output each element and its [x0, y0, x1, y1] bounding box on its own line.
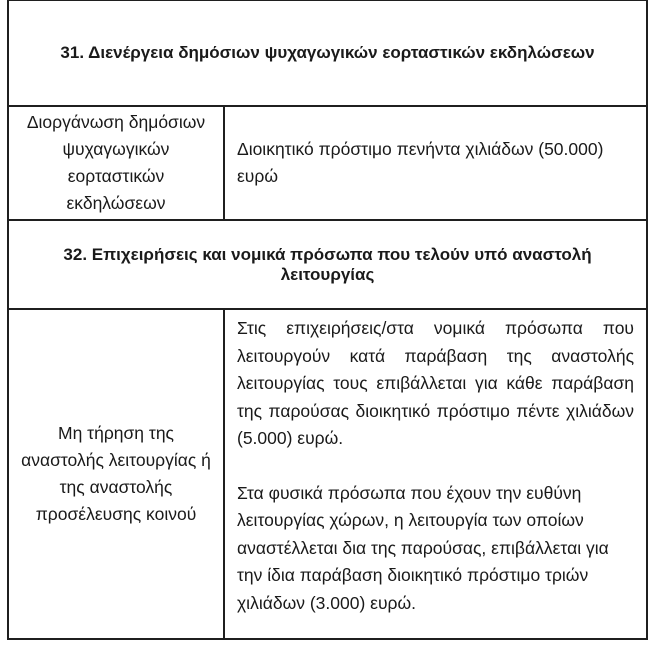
- penalty-text-line: λειτουργούν κατά παράβαση της αναστολής: [237, 345, 635, 366]
- penalty-text-line: ευρώ: [237, 166, 278, 186]
- penalty-text-line: αναστέλλεται δια της παρούσας, επιβάλλεται για: [237, 537, 609, 558]
- fines-table: [7, 0, 648, 640]
- penalty-text-line: λειτουργίας τους επιβάλλεται για κάθε παράβαση: [237, 373, 635, 393]
- section-31-header-text: 31. Διενέργεια δημόσιων ψυχαγωγικών εορταστικών εκδηλώσεων: [60, 43, 595, 62]
- section-32-header-cell: [8, 220, 647, 309]
- penalty-text-line: (5.000) ευρώ.: [237, 428, 344, 448]
- section-32-violation-cell: [8, 309, 224, 639]
- penalty-text-line: Διοικητικό πρόστιμο πενήντα χιλιάδων (50.000): [237, 139, 604, 159]
- penalty-text-line: της παρούσας διοικητικό πρόστιμο πέντε χιλιάδων: [237, 400, 635, 421]
- penalty-text-line: χιλιάδων (3.000) ευρώ.: [237, 592, 417, 613]
- section-31-violation-cell: [8, 106, 224, 220]
- section-32-penalty-cell: [224, 309, 647, 639]
- section-31-header-row: [8, 0, 647, 106]
- section-32-body-row: [8, 309, 647, 639]
- section-31-header-cell: [8, 0, 647, 106]
- section-31-penalty-cell: [224, 106, 647, 220]
- violation-text-line: Μη τήρηση της: [58, 423, 174, 443]
- section-32-header-text: 32. Επιχειρήσεις και νομικά πρόσωπα που τελούν υπό αναστολή λειτουργίας: [63, 244, 592, 284]
- violation-text-line: εκδηλώσεων: [66, 193, 166, 213]
- violation-text-line: προσέλευσης κοινού: [35, 504, 197, 524]
- violation-text-line: ψυχαγωγικών: [62, 139, 170, 159]
- section-32-header-row: [8, 220, 647, 309]
- violation-text-line: της αναστολής: [59, 477, 173, 497]
- penalty-text-line: την ίδια παράβαση διοικητικό πρόστιμο τριών: [237, 565, 589, 585]
- penalty-paragraph-2: [237, 480, 634, 618]
- penalty-text-line: Στα φυσικά πρόσωπα που έχουν την ευθύνη: [237, 482, 582, 503]
- violation-text-line: εορταστικών: [67, 166, 165, 186]
- section-31-body-row: [8, 106, 647, 220]
- violation-text-line: Διοργάνωση δημόσιων: [26, 112, 206, 132]
- penalty-paragraph-1: [237, 315, 634, 453]
- violation-text-line: αναστολής λειτουργίας ή: [21, 450, 211, 470]
- paragraph-spacer: [237, 453, 634, 480]
- penalty-text-line: λειτουργίας χώρων, η λειτουργία των οποίων: [237, 510, 584, 530]
- penalty-text-line: Στις επιχειρήσεις/στα νομικά πρόσωπα που: [237, 318, 635, 338]
